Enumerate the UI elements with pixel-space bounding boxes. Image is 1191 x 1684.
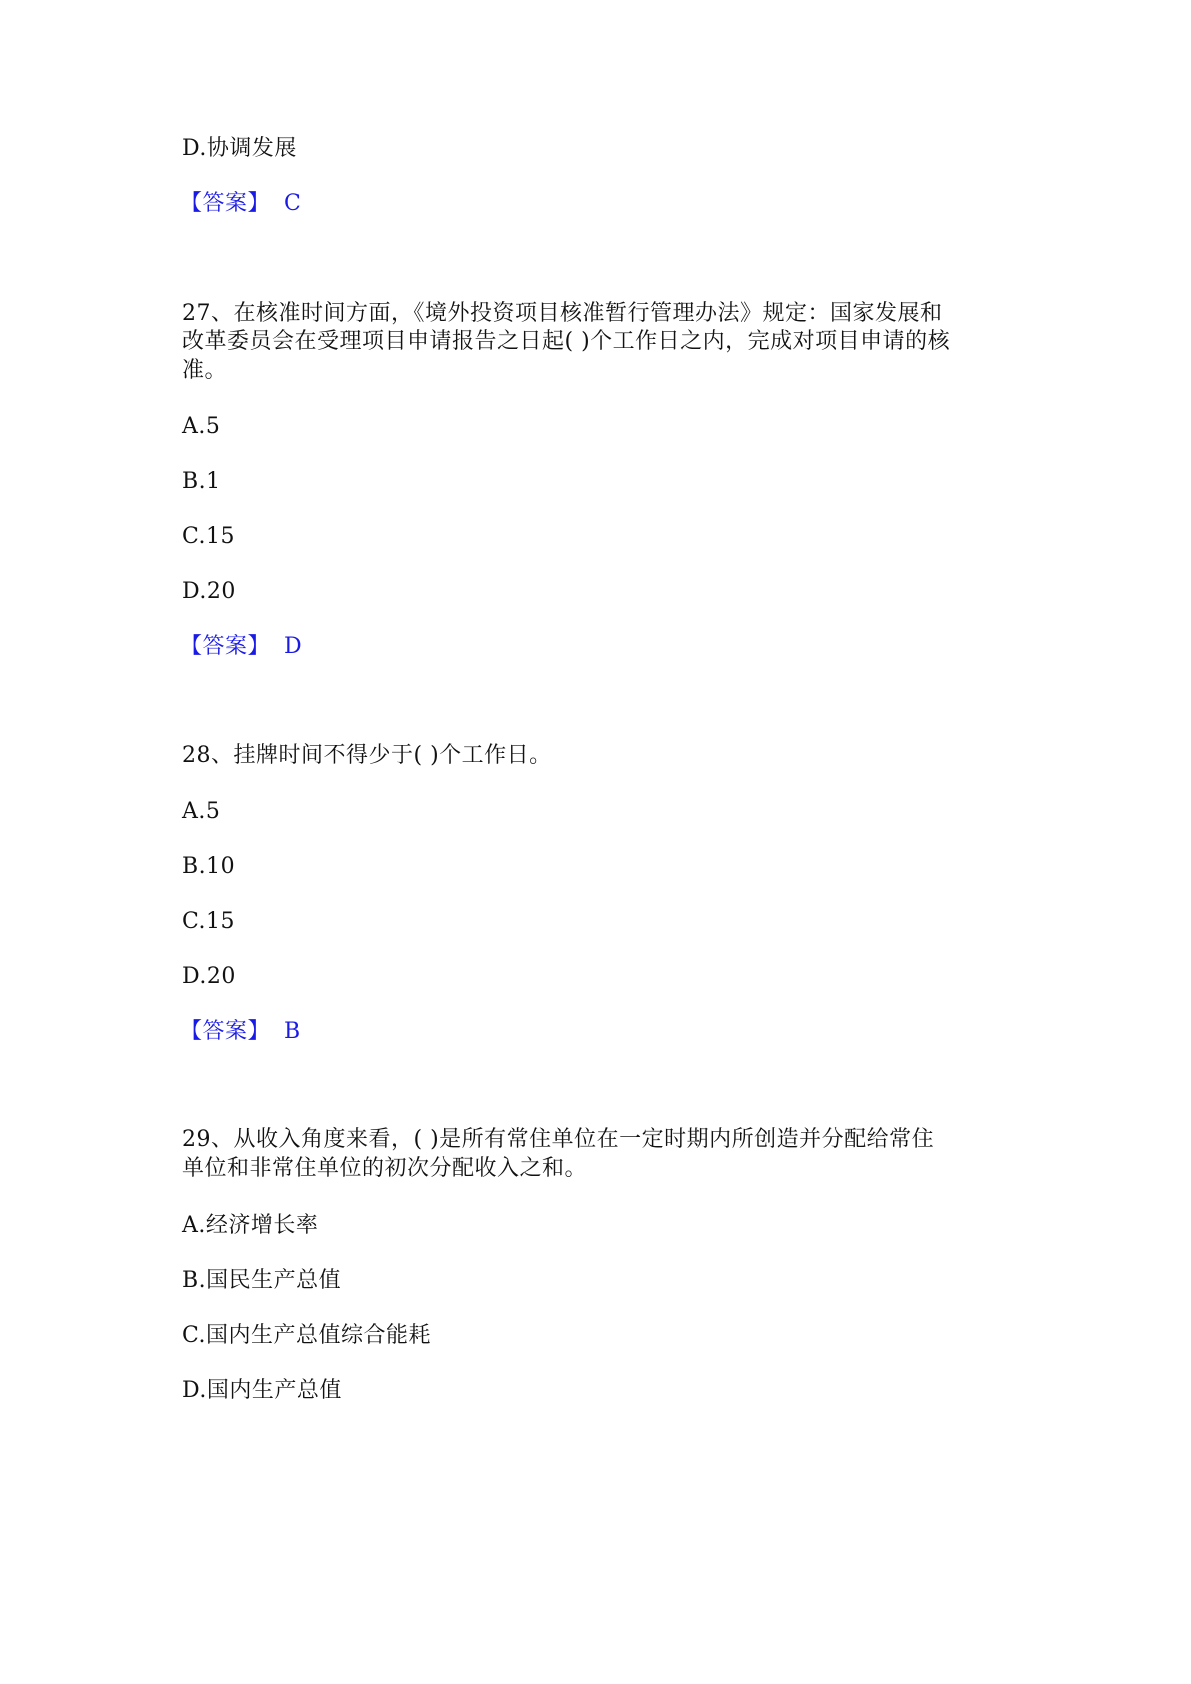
q28-option-c: C.15 xyxy=(182,909,236,934)
answer-label: 【答案】 xyxy=(180,1019,271,1044)
answer-label: 【答案】 xyxy=(180,191,271,216)
q29-stem-line-1: 29、从收入角度来看，( )是所有常住单位在一定时期内所创造并分配给常住 xyxy=(182,1127,935,1152)
answer-value: B xyxy=(284,1019,301,1044)
q28-option-d: D.20 xyxy=(182,964,236,989)
q29-option-a: A.经济增长率 xyxy=(182,1213,319,1238)
q27-stem-line-2: 改革委员会在受理项目申请报告之日起( )个工作日之内，完成对项目申请的核 xyxy=(182,329,951,354)
q28-stem: 28、挂牌时间不得少于( )个工作日。 xyxy=(182,743,552,768)
q29-stem-line-2: 单位和非常住单位的初次分配收入之和。 xyxy=(182,1156,588,1181)
q29-option-b: B.国民生产总值 xyxy=(182,1268,342,1293)
q27-answer xyxy=(180,631,302,662)
q27-option-b: B.1 xyxy=(182,469,221,494)
q26-option-d: D.协调发展 xyxy=(182,136,297,161)
q29-option-d: D.国内生产总值 xyxy=(182,1378,342,1403)
q29-option-c: C.国内生产总值综合能耗 xyxy=(182,1323,432,1348)
q28-option-b: B.10 xyxy=(182,854,236,879)
q27-option-d: D.20 xyxy=(182,579,236,604)
answer-value: C xyxy=(284,191,302,216)
answer-value: D xyxy=(284,634,303,659)
q27-option-a: A.5 xyxy=(182,414,221,439)
q27-stem-line-3: 准。 xyxy=(182,358,228,383)
q27-option-c: C.15 xyxy=(182,524,236,549)
q26-answer xyxy=(180,188,301,219)
q28-answer xyxy=(180,1016,301,1047)
answer-label: 【答案】 xyxy=(180,634,271,659)
q27-stem-line-1: 27、在核准时间方面，《境外投资项目核准暂行管理办法》规定：国家发展和 xyxy=(182,301,943,326)
q28-option-a: A.5 xyxy=(182,799,221,824)
